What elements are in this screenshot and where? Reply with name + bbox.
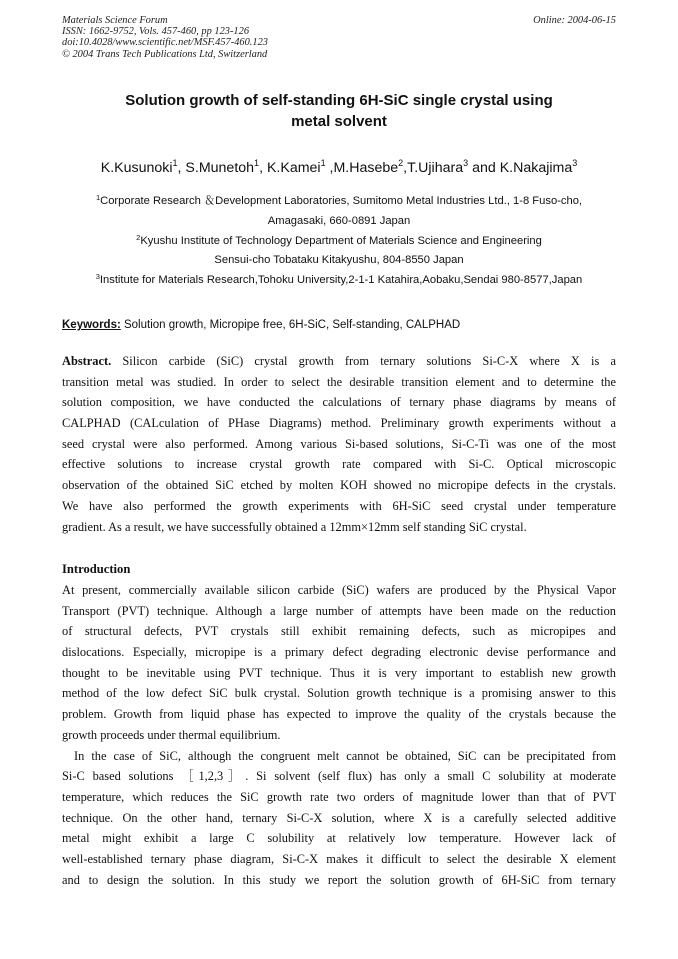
journal-name: Materials Science Forum (62, 15, 168, 26)
affiliation-2-line-2: Sensui-cho Tobataku Kitakyushu, 804-8550 Japan (214, 254, 464, 267)
keywords-label: Keywords: (62, 319, 121, 331)
author-affiliation-marker: 1 (254, 158, 260, 168)
affiliation-3 (62, 271, 616, 291)
abstract-line-text: Silicon carbide (SiC) crystal growth from ternary solutions Si-C-X where X is a (111, 354, 616, 368)
intro-line: temperature, which reduces the SiC growth rate two orders of magnitude lower than that of PVT (62, 789, 616, 804)
intro-line: Transport (PVT) technique. Although a large number of attempts have been made on the reduction (62, 603, 616, 618)
abstract-line: CALPHAD (CALculation of PHase Diagrams) method. Preliminary growth experiments without a (62, 416, 616, 431)
affiliation-3-line-1: Institute for Materials Research,Tohoku University,2-1-1 Katahira,Aobaku,Sendai 980-8577,Japan (99, 274, 583, 287)
abstract-line: seed crystal were also performed. Among various Si-based solutions, Si-C-Ti was one of the most (62, 436, 616, 451)
author-affiliation-marker: 2 (398, 158, 404, 168)
author-separator: , (403, 160, 408, 176)
abstract (62, 351, 616, 537)
author-separator: and (468, 160, 500, 176)
affiliation-1 (62, 192, 616, 212)
intro-line: growth proceeds under thermal equilibrium. (62, 727, 281, 742)
abstract-line: gradient. As a result, we have successfully obtained a 12mm×12mm self standing SiC crystal. (62, 519, 527, 534)
affiliation-2-line-1: Kyushu Institute of Technology Department of Materials Science and Engineering (140, 234, 542, 247)
copyright-line: © 2004 Trans Tech Publications Ltd, Switzerland (62, 48, 268, 60)
author-name: M.Hasebe (333, 160, 399, 176)
intro-line: technique. On the other hand, ternary Si-C-X solution, where X is a carefully selected additive (62, 810, 616, 825)
affiliation-marker: 1 (95, 193, 101, 202)
title-line-2: metal solvent (291, 113, 387, 130)
paper-title (60, 90, 618, 132)
intro-line: well-established ternary phase diagram, Si-C-X makes it difficult to select the desirable X element (62, 851, 616, 866)
intro-line: metal might exhibit a large C solubility at relatively low temperature. However lack of (62, 831, 616, 846)
affiliation-marker: 3 (95, 272, 100, 282)
author-name: K.Nakajima (499, 160, 573, 176)
introduction-body (62, 580, 616, 890)
abstract-line: observation of the obtained SiC etched by molten KOH showed no micropipe defects in the crystals. (62, 478, 616, 493)
abstract-line (62, 351, 616, 372)
intro-line: and to design the solution. In this study we report the solution growth of 6H-SiC from ternary (62, 872, 616, 887)
affiliation-1-line-2: Amagasaki, 660-0891 Japan (267, 214, 411, 227)
affiliation-2 (62, 232, 616, 252)
abstract-line: transition metal was studied. In order to select the desirable transition element and to determine the (62, 374, 616, 389)
issn-line: ISSN: 1662-9752, Vols. 457-460, pp 123-126 (62, 26, 250, 38)
intro-line: thought to be inevitable using PVT technique. Thus it is very important to establish new growth (62, 665, 616, 680)
intro-line: method of the low defect SiC bulk crystal. Solution growth technique is a promising answer to this (62, 686, 616, 701)
intro-line: dislocations. Especially, micropipe is a primary defect degrading electronic devise performance and (62, 645, 616, 660)
online-date: Online: 2004-06-15 (533, 15, 616, 26)
author-separator: , (259, 160, 267, 176)
intro-line: Si-C based solutions ［1,2,3］. Si solvent (self flux) has only a small C solubility at moderate (62, 769, 616, 784)
intro-line: In the case of SiC, although the congruent melt cannot be obtained, SiC can be precipitated from (74, 748, 616, 763)
abstract-line: We have also performed the growth experiments with 6H-SiC seed crystal under temperature (62, 498, 616, 513)
author-name: T.Ujihara (407, 160, 464, 176)
author-affiliation-marker: 3 (572, 158, 578, 168)
author-name: K.Kusunoki (100, 160, 173, 176)
intro-line: of structural defects, PVT crystals still exhibit remaining defects, such as micropipes and (62, 624, 616, 639)
title-line-1: Solution growth of self-standing 6H-SiC single crystal using (125, 92, 553, 109)
affiliation-marker: 2 (136, 232, 141, 242)
affiliation-1-line-1: Corporate Research ＆Development Laboratories, Sumitomo Metal Industries Ltd., 1-8 Fuso-cho, (100, 195, 583, 207)
intro-line: problem. Growth from liquid phase has expected to improve the quality of the crystals because the (62, 707, 616, 722)
keywords (62, 317, 622, 333)
publication-header (62, 15, 616, 60)
author-affiliation-marker: 3 (463, 158, 469, 168)
author-separator: , (325, 160, 334, 176)
author-separator: , (177, 160, 186, 176)
author-name: K.Kamei (266, 160, 321, 176)
intro-line: At present, commercially available silicon carbide (SiC) wafers are produced by the Physical Vapor (62, 583, 616, 597)
author-list (50, 158, 628, 178)
affiliations (62, 192, 616, 291)
doi-line: doi:10.4028/www.scientific.net/MSF.457-460.123 (62, 37, 268, 49)
introduction-heading: Introduction (62, 562, 131, 576)
abstract-label: Abstract. (62, 354, 112, 368)
abstract-line: solution composition, we have conducted the calculations of ternary phase diagrams by means of (62, 395, 616, 410)
abstract-line: effective solutions to increase crystal growth rate compared with Si-C. Optical microscopic (62, 457, 616, 472)
keywords-text: Solution growth, Micropipe free, 6H-SiC, Self-standing, CALPHAD (120, 319, 461, 331)
author-name: S.Munetoh (185, 160, 255, 176)
author-affiliation-marker: 1 (320, 158, 326, 168)
author-affiliation-marker: 1 (172, 158, 178, 168)
